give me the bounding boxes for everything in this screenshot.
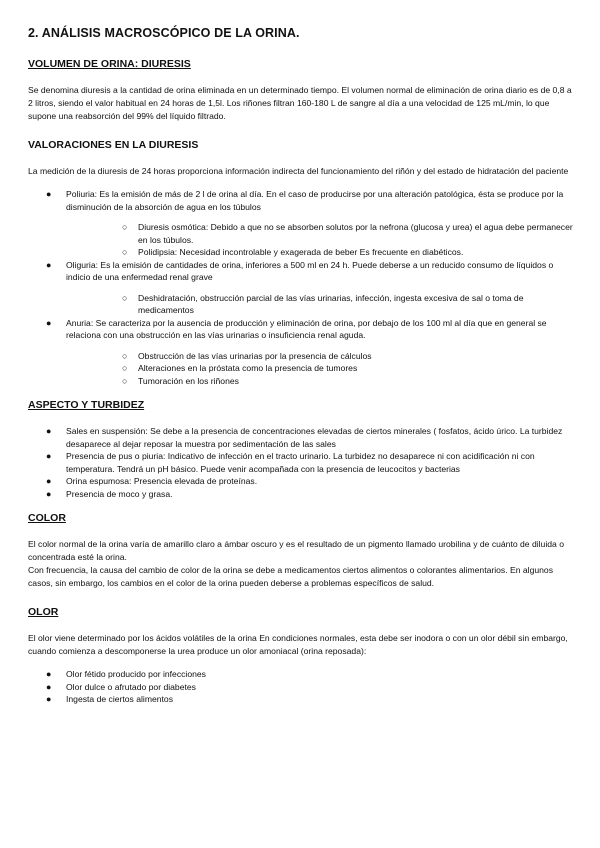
bullet-icon: ● — [46, 488, 52, 499]
bullet-icon: ● — [46, 669, 52, 679]
poliuria-sublist — [66, 221, 576, 259]
circle-bullet-icon: ○ — [122, 292, 128, 303]
section-heading-valoraciones: VALORACIONES EN LA DIURESIS — [28, 139, 199, 151]
list-item-text: Orina espumosa: Presencia elevada de proteínas. — [66, 476, 258, 486]
list-item — [28, 668, 576, 681]
list-item-text: Ingesta de ciertos alimentos — [66, 694, 174, 704]
list-item-text: Presencia de pus o piuria: Indicativo de infección en el tracto urinario. La turbidez no desaparece ni con acidificación ni con temperatura. Tendrá un pH básico. Puede venir acompañada con la presencia de leucocitos y bacterias — [66, 451, 535, 474]
list-item-text: Sales en suspensión: Se debe a la presencia de concentraciones elevadas de ciertos minerales ( fosfatos, ácido úrico. La turbidez desaparece al dejar reposar la muestra por sedimentación de las sales — [66, 426, 563, 449]
list-item — [66, 350, 576, 363]
document-title: 2. ANÁLISIS MACROSCÓPICO DE LA ORINA. — [28, 26, 300, 40]
bullet-icon: ● — [46, 451, 52, 461]
color-paragraph-2: Con frecuencia, la causa del cambio de color de la orina se debe a medicamentos ciertos alimentos o colorantes alimentarios. En algunos casos, sin embargo, los cambios en el color de la orina pueden deberse a problemas específicos de salud. — [28, 565, 553, 588]
aspecto-list — [28, 425, 576, 500]
circle-bullet-icon: ○ — [122, 222, 128, 232]
valoraciones-list — [28, 188, 576, 387]
section-heading-aspecto: ASPECTO Y TURBIDEZ — [28, 399, 145, 411]
list-item-text: Olor dulce o afrutado por diabetes — [66, 681, 196, 692]
list-item-text: Obstrucción de las vías urinarias por la presencia de cálculos — [138, 350, 372, 361]
anuria-text: Anuria: Se caracteriza por la ausencia de producción y eliminación de orina, por debajo de los 100 ml al día que en general se relaciona con una obstrucción en las vías urinarias o insuficiencia renal aguda. — [66, 317, 547, 340]
color-paragraph-1: El color normal de la orina varía de amarillo claro a ámbar oscuro y es el resultado de un pigmento llamado urobilina y de cuánto de diluida o concentrada esté la orina. — [28, 539, 564, 562]
oliguria-sublist — [66, 292, 576, 317]
bullet-icon: ● — [46, 476, 52, 486]
list-item-text: Olor fétido producido por infecciones — [66, 669, 206, 679]
section-heading-color: COLOR — [28, 512, 66, 524]
circle-bullet-icon: ○ — [122, 363, 128, 373]
list-item-text: Polidipsia: Necesidad incontrolable y exagerada de beber Es frecuente en diabéticos. — [138, 247, 464, 257]
anuria-sublist — [66, 350, 576, 388]
section-heading-olor: OLOR — [28, 606, 59, 618]
list-item — [28, 425, 576, 450]
bullet-icon: ● — [46, 259, 52, 270]
bullet-icon: ● — [46, 317, 52, 328]
list-item-text: Alteraciones en la próstata como la presencia de tumores — [138, 363, 358, 373]
poliuria-text: Poliuria: Es la emisión de más de 2 l de orina al día. En el caso de producirse por una alteración patológica, ésta se produce por la disminución de la absorción de agua en los túbulos — [66, 189, 564, 212]
bullet-icon: ● — [46, 189, 52, 199]
list-item — [28, 488, 576, 501]
document-page — [28, 26, 576, 706]
circle-bullet-icon: ○ — [122, 375, 128, 386]
list-item-anuria — [28, 317, 576, 388]
list-item — [66, 362, 576, 375]
circle-bullet-icon: ○ — [122, 350, 128, 361]
list-item-text: Tumoración en los riñones — [138, 375, 239, 386]
list-item — [28, 475, 576, 488]
bullet-icon: ● — [46, 426, 52, 436]
bullet-icon: ● — [46, 694, 52, 704]
volumen-paragraph: Se denomina diuresis a la cantidad de orina eliminada en un determinado tiempo. El volumen normal de eliminación de orina diario es de 0,8 a 2 litros, siendo el valor habitual en 24 horas de 1,5l. Los riñones filtran 160-180 L de sangre al día a una velocidad de 125 mL/min, lo que supone una reabsorción del 99% del líquido filtrado. — [28, 85, 572, 121]
list-item — [28, 681, 576, 694]
circle-bullet-icon: ○ — [122, 247, 128, 257]
olor-list — [28, 668, 576, 706]
olor-paragraph: El olor viene determinado por los ácidos volátiles de la orina En condiciones normales, esta debe ser inodora o con un olor débil sin embargo, cuando comienza a descomponerse la urea produce un olor amoniacal (orina reposada): — [28, 633, 568, 656]
list-item-text: Presencia de moco y grasa. — [66, 488, 173, 499]
list-item-oliguria — [28, 259, 576, 317]
list-item — [28, 450, 576, 475]
list-item-text: Deshidratación, obstrucción parcial de las vías urinarias, infección, ingesta excesiva de sal o toma de medicamentos — [138, 292, 524, 315]
list-item — [28, 693, 576, 706]
list-item-poliuria — [28, 188, 576, 259]
bullet-icon: ● — [46, 681, 52, 692]
oliguria-text: Oliguria: Es la emisión de cantidades de orina, inferiores a 500 ml en 24 h. Puede deberse a un reducido consumo de líquidos o indicio de una enfermedad renal grave — [66, 259, 554, 282]
list-item — [66, 221, 576, 246]
section-heading-volumen: VOLUMEN DE ORINA: DIURESIS — [28, 58, 191, 70]
list-item — [66, 292, 576, 317]
list-item-text: Diuresis osmótica: Debido a que no se absorben solutos por la nefrona (glucosa y urea) el agua debe permanecer en los túbulos. — [138, 222, 573, 245]
list-item — [66, 375, 576, 388]
list-item — [66, 246, 576, 259]
valoraciones-paragraph: La medición de la diuresis de 24 horas proporciona información indirecta del funcionamiento del riñón y del estado de hidratación del paciente — [28, 166, 569, 176]
